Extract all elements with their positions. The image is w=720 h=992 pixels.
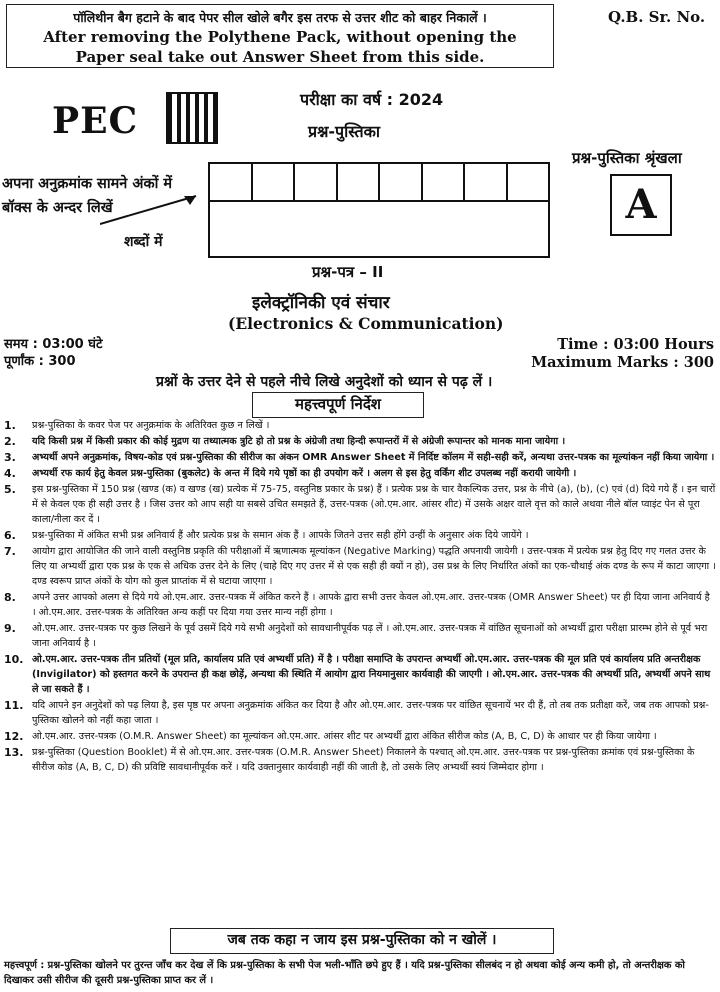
qb-serial-number-label: Q.B. Sr. No. — [608, 8, 706, 26]
do-not-open-box: जब तक कहा न जाय इस प्रश्न-पुस्तिका को न खोलें । — [170, 928, 554, 954]
roll-line-2: बॉक्स के अन्दर लिखें — [2, 200, 113, 216]
instruction-item — [4, 652, 716, 697]
exam-year: परीक्षा का वर्ष : 2024 — [300, 90, 444, 109]
instruction-item — [4, 528, 716, 543]
series-label: प्रश्न-पुस्तिका श्रृंखला — [572, 149, 682, 167]
roll-line-1: अपना अनुक्रमांक सामने अंकों में — [2, 176, 173, 192]
time-marks-english — [531, 336, 714, 372]
instruction-text: आयोग द्वारा आयोजित की जाने वाली वस्तुनिष्ठ प्रकृति की परीक्षाओं में ऋणात्मक मूल्यांकन (Negative Marking) पद्धति अपनायी जायेगी । उत्तर-पत्रक में प्रत्येक प्रश्न हेतु दिए गए गलत उत्तर के लिए या अभ्यर्थी द्वारा एक प्रश्न के एक से अधिक उत्तर देने के लिए (चाहे दिए गए उत्तर में से एक सही ही क्यों न हो), उस प्रश्न के लिए निर्धारित अंकों का एक-चौथाई अंक दण्ड के रूप में काटा जाएगा । दण्ड स्वरूप प्राप्त अंकों के योग को कुल प्राप्तांक में से घटाया जाएगा । — [32, 546, 716, 587]
instruction-number: 9. — [4, 622, 16, 635]
instruction-number: 4. — [4, 467, 16, 480]
instruction-text: ओ.एम.आर. उत्तर-पत्रक तीन प्रतियों (मूल प्रति, कार्यालय प्रति एवं अभ्यर्थी प्रति) में है । परीक्षा समाप्ति के उपरान्त अभ्यर्थी ओ.एम.आर. उत्तर-पत्रक की मूल प्रति एवं कार्यालय प्रति अन्तरीक्षक (Invigilator) को हस्तगत करने के उपरान्त ही कक्ष छोड़ें, अन्यथा की स्थिति में आयोग द्वारा नियमानुसार कार्यवाही की जाएगी । ओ.एम.आर. उत्तर-पत्रक की अभ्यर्थी प्रति, अभ्यर्थी अपने साथ ले जा सकते हैं । — [32, 654, 711, 695]
instruction-item — [4, 729, 716, 744]
roll-digit-box[interactable] — [423, 164, 466, 200]
answer-sheet-warning-box — [6, 4, 554, 68]
instruction-text: इस प्रश्न-पुस्तिका में 150 प्रश्न (खण्ड (क) व खण्ड (ख) प्रत्येक में 75-75, वस्तुनिष्ठ प्रकार के प्रश्न) हैं । प्रत्येक प्रश्न के चार वैकल्पिक उत्तर, प्रश्न के नीचे (a), (b), (c) एवं (d) दिये गये हैं । इन चारों में से केवल एक ही सही उत्तर है । जिस उत्तर को आप सही या सबसे उचित समझते हैं, उत्तर-पत्रक (ओ.एम.आर. आंसर शीट) में उसके अक्षर वाले वृत्त को काले अथवा नीले बॉल प्वाइंट पेन से पूरा काला/नीला कर दें । — [32, 484, 716, 525]
instruction-item — [4, 544, 716, 589]
warning-english-line-1: After removing the Polythene Pack, without opening the — [43, 28, 517, 46]
instruction-item — [4, 745, 716, 775]
instruction-number: 12. — [4, 730, 24, 743]
important-instructions-heading: महत्त्वपूर्ण निर्देश — [252, 392, 424, 418]
subject-english: (Electronics & Communication) — [228, 314, 504, 333]
instruction-text: प्रश्न-पुस्तिका (Question Booklet) में से ओ.एम.आर. उत्तर-पत्रक (O.M.R. Answer Sheet) निकालने के पश्चात् ओ.एम.आर. उत्तर-पत्रक पर प्रश्न-पुस्तिका क्रमांक एवं प्रश्न-पुस्तिका के सीरीज कोड (A, B, C, D) की प्रविष्टि सावधानीपूर्वक करें । यदि उक्तानुसार कार्यवाही नहीं की जाती है, तो उसके लिए अभ्यर्थी स्वयं जिम्मेदार होगा । — [32, 747, 695, 773]
instruction-number: 1. — [4, 419, 16, 432]
instructions-list — [4, 418, 716, 776]
instruction-number: 3. — [4, 451, 16, 464]
qr-code-icon — [166, 92, 218, 144]
time-marks-hindi — [4, 336, 103, 370]
instruction-text: ओ.एम.आर. उत्तर-पत्रक पर कुछ लिखने के पूर्व उसमें दिये गये सभी अनुदेशों को सावधानीपूर्वक पढ़ लें । ओ.एम.आर. उत्तर-पत्रक में वांछित सूचनाओं को अभ्यर्थी द्वारा परीक्षा प्रारम्भ होने से पूर्व भरा जाना अनिवार्य है । — [32, 623, 708, 649]
instruction-item — [4, 698, 716, 728]
instruction-text: ओ.एम.आर. उत्तर-पत्रक (O.M.R. Answer Sheet) का मूल्यांकन ओ.एम.आर. आंसर शीट पर अभ्यर्थी द्वारा अंकित सीरीज कोड (A, B, C, D) के आधार पर ही किया जायेगा । — [32, 731, 657, 742]
instruction-item — [4, 466, 716, 481]
instruction-text: यदि आपने इन अनुदेशों को पढ़ लिया है, इस पृष्ठ पर अपना अनुक्रमांक अंकित कर दिया है और ओ.एम.आर. उत्तर-पत्रक पर वांछित सूचनायें भर दी हैं, तो तब तक प्रतीक्षा करें, जब तक आपको प्रश्न-पुस्तिका खोलने को नहीं कहा जाता । — [32, 700, 709, 726]
instruction-item — [4, 450, 716, 465]
read-instructions-note: प्रश्नों के उत्तर देने से पहले नीचे लिखे अनुदेशों को ध्यान से पढ़ लें । — [156, 374, 493, 390]
instruction-number: 5. — [4, 483, 16, 496]
instruction-item — [4, 482, 716, 527]
instruction-number: 2. — [4, 435, 16, 448]
warning-hindi: पॉलिथीन बैग हटाने के बाद पेपर सील खोले बगैर इस तरफ से उत्तर शीट को बाहर निकालें । — [73, 10, 487, 25]
instruction-number: 6. — [4, 529, 16, 542]
in-words-label: शब्दों में — [124, 234, 163, 250]
instruction-item — [4, 590, 716, 620]
instruction-text: अपने उत्तर आपको अलग से दिये गये ओ.एम.आर. उत्तर-पत्रक में अंकित करने हैं । आपके द्वारा सभी उत्तर केवल ओ.एम.आर. उत्तर-पत्रक (OMR Answer Sheet) पर ही दिया जाना अनिवार्य है । ओ.एम.आर. उत्तर-पत्रक के अतिरिक्त अन्य कहीं पर दिया गया उत्तर मान्य नहीं होगा । — [32, 592, 710, 618]
arrow-right-icon — [100, 190, 210, 230]
instruction-text: अभ्यर्थी रफ कार्य हेतु केवल प्रश्न-पुस्तिका (बुकलेट) के अन्त में दिये गये पृष्ठों का ही उपयोग करें । अलग से इस हेतु वर्किंग शीट उपलब्ध नहीं करायी जायेगी । — [32, 468, 577, 479]
roll-words-box[interactable] — [210, 202, 548, 256]
instruction-number: 10. — [4, 653, 24, 666]
roll-digit-boxes — [210, 164, 548, 202]
instruction-number: 11. — [4, 699, 24, 712]
instruction-text: प्रश्न-पुस्तिका के कवर पेज पर अनुक्रमांक के अतिरिक्त कुछ न लिखें । — [32, 420, 270, 431]
time-english: Time : 03:00 Hours — [557, 336, 714, 353]
roll-digit-box[interactable] — [295, 164, 338, 200]
instruction-item — [4, 621, 716, 651]
roll-digit-box[interactable] — [508, 164, 549, 200]
roll-digit-box[interactable] — [253, 164, 296, 200]
marks-hindi: पूर्णांक : 300 — [4, 354, 76, 369]
warning-english-line-2: Paper seal take out Answer Sheet from this side. — [75, 48, 485, 66]
series-box: A — [610, 174, 672, 236]
booklet-label: प्रश्न-पुस्तिका — [308, 122, 381, 141]
roll-digit-box[interactable] — [338, 164, 381, 200]
time-hindi: समय : 03:00 घंटे — [4, 337, 103, 352]
instruction-text: अभ्यर्थी अपने अनुक्रमांक, विषय-कोड एवं प्रश्न-पुस्तिका की सीरीज का अंकन OMR Answer Sheet में निर्दिष्ट कॉलम में सही-सही करें, अन्यथा उत्तर-पत्रक का मूल्यांकन नहीं किया जायेगा । — [32, 452, 715, 463]
roll-digit-box[interactable] — [210, 164, 253, 200]
exam-code: PEC — [52, 100, 139, 142]
important-footer-note: महत्त्वपूर्ण : प्रश्न-पुस्तिका खोलने पर तुरन्त जाँच कर देख लें कि प्रश्न-पुस्तिका के सभी पेज भली-भाँति छपे हुए हैं । यदि प्रश्न-पुस्तिका सीलबंद न हो अथवा कोई अन्य कमी हो, तो अन्तरीक्षक को दिखाकर उसी सीरीज की दूसरी प्रश्न-पुस्तिका प्राप्त कर लें । — [4, 960, 685, 986]
instruction-number: 7. — [4, 545, 16, 558]
marks-english: Maximum Marks : 300 — [531, 354, 714, 371]
instruction-item — [4, 434, 716, 449]
roll-number-grid[interactable] — [208, 162, 550, 258]
roll-digit-box[interactable] — [380, 164, 423, 200]
subject-hindi: इलेक्ट्रॉनिकी एवं संचार — [252, 293, 390, 313]
instruction-text: प्रश्न-पुस्तिका में अंकित सभी प्रश्न अनिवार्य हैं और प्रत्येक प्रश्न के समान अंक हैं । आपके जितने उत्तर सही होंगे उन्हीं के अनुसार अंक दिये जायेंगे । — [32, 530, 529, 541]
roll-digit-box[interactable] — [465, 164, 508, 200]
instruction-item — [4, 418, 716, 433]
instruction-text: यदि किसी प्रश्न में किसी प्रकार की कोई मुद्रण या तथ्यात्मक त्रुटि हो तो प्रश्न के अंग्रेजी तथा हिन्दी रूपान्तरों में से अंग्रेजी रूपान्तर को मानक माना जायेगा । — [32, 436, 566, 447]
instruction-number: 13. — [4, 746, 24, 759]
instruction-number: 8. — [4, 591, 16, 604]
paper-number: प्रश्न-पत्र – II — [312, 263, 384, 281]
